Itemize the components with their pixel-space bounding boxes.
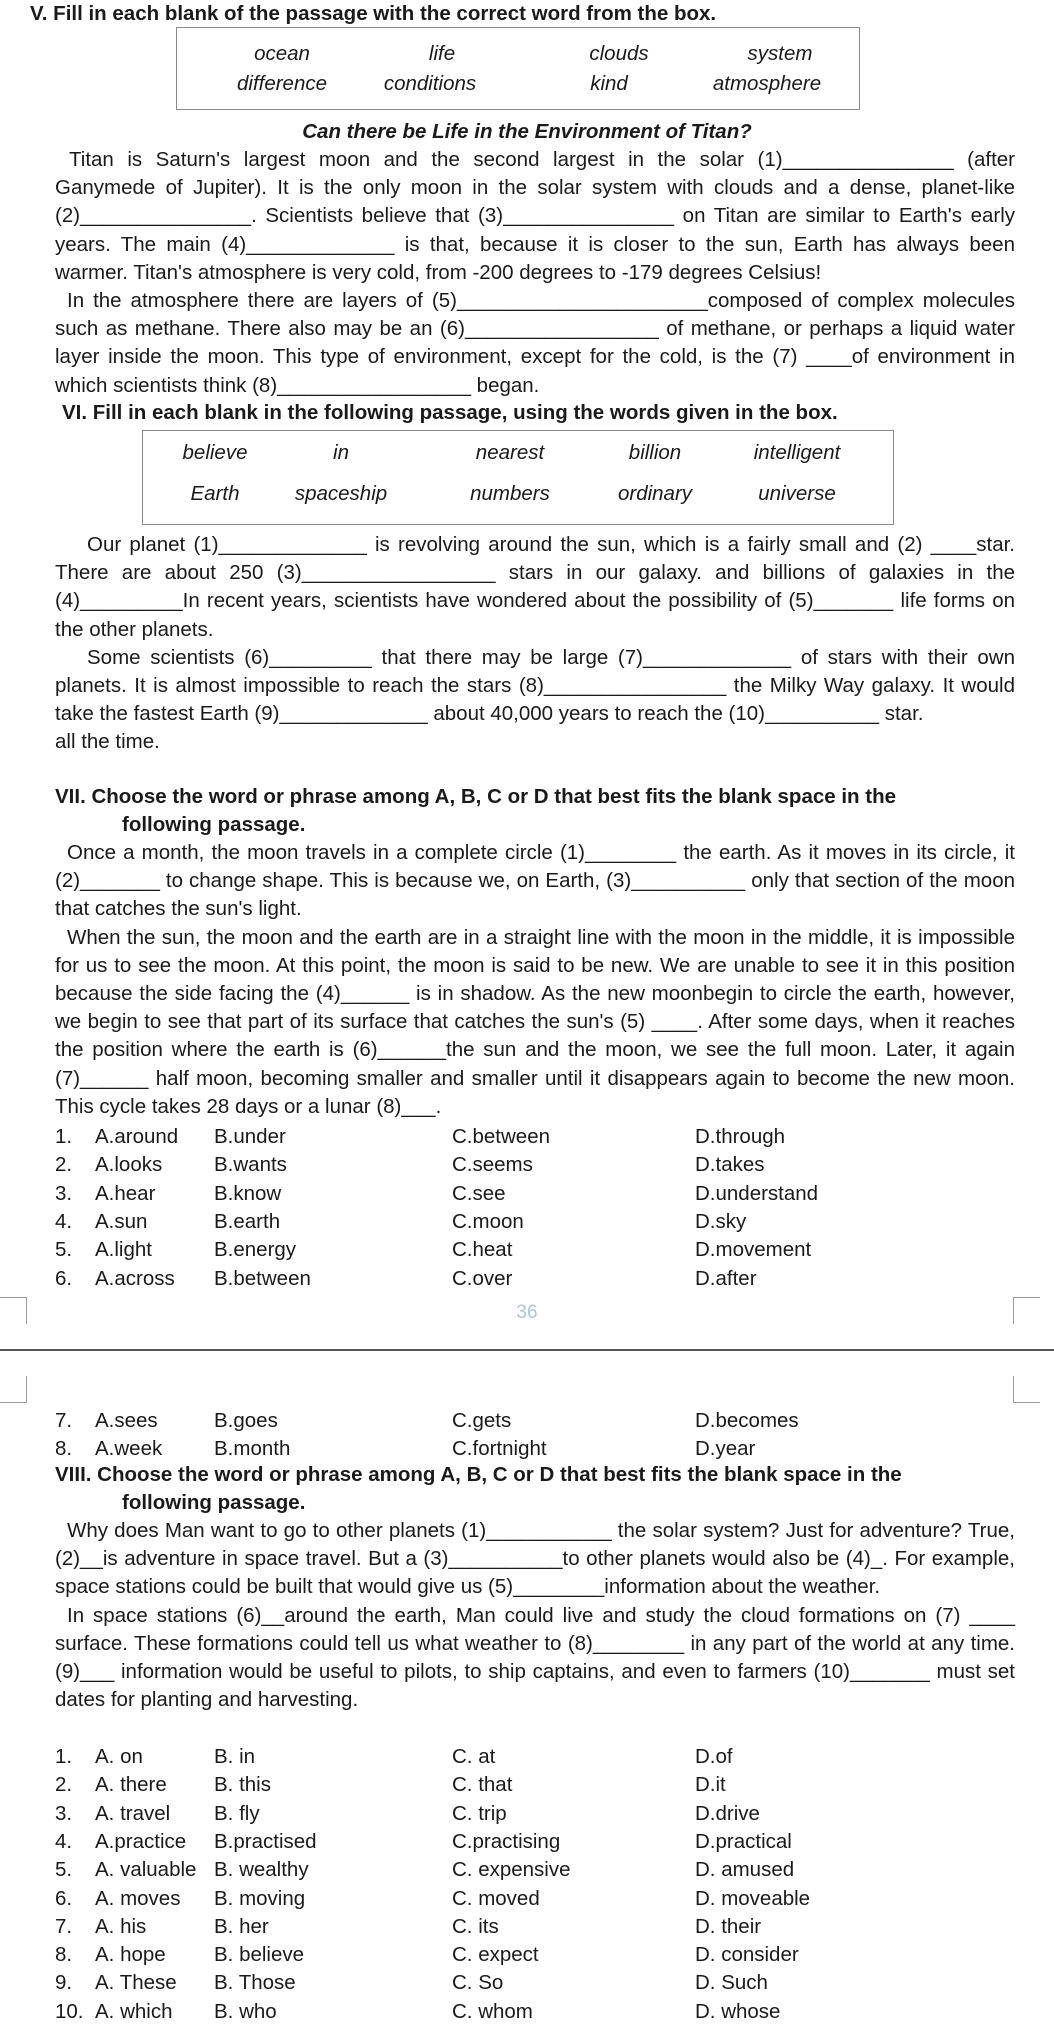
answer-option: A. These bbox=[95, 1971, 177, 1995]
section-vi-word-box bbox=[142, 430, 894, 525]
answer-option: B.practised bbox=[214, 1829, 317, 1853]
answer-option: D.of bbox=[695, 1745, 733, 1768]
answer-option: B.goes bbox=[214, 1409, 278, 1432]
answer-option: D.becomes bbox=[695, 1409, 799, 1432]
section-v-passage bbox=[55, 146, 1015, 400]
section-viii-passage bbox=[55, 1517, 1015, 1714]
answer-option: D.practical bbox=[695, 1829, 792, 1853]
answer-option: D.understand bbox=[695, 1181, 819, 1205]
word-box-item: numbers bbox=[470, 482, 550, 505]
page-separator bbox=[0, 1349, 1054, 1351]
answer-option: D. moveable bbox=[695, 1886, 811, 1910]
answer-option: C. expect bbox=[452, 1943, 539, 1967]
answer-option: D.year bbox=[695, 1437, 756, 1461]
answer-option: A. travel bbox=[95, 1801, 171, 1825]
answer-option: D. whose bbox=[695, 1999, 781, 2023]
question-number: 3. bbox=[55, 1801, 73, 1825]
answer-option: A.looks bbox=[95, 1153, 163, 1177]
paragraph: Some scientists (6)_________ that there may be large (7)_____________ of stars with their own planets. It is almost impossible to reach the stars (8)________________ the Milky Way galaxy. It would take the fastest Earth (9)_____________ about 40,000 years to reach the (10)__________ star. bbox=[55, 645, 1015, 726]
answer-option: D.sky bbox=[695, 1209, 747, 1233]
paragraph: Our planet (1)_____________ is revolving around the sun, which is a fairly small and (2) ____star. There are about 250 (3)_________________ stars in our galaxy. and billions of galaxies in the (4)_________In recent years, scientists have wondered about the possibility of (5)_______ life forms on the other planets. bbox=[55, 533, 1015, 641]
word-box-item: intelligent bbox=[753, 441, 841, 464]
page-corner-mark bbox=[1013, 1297, 1040, 1324]
question-number: 2. bbox=[55, 1773, 73, 1797]
question-number: 7. bbox=[55, 1914, 73, 1938]
answer-option: C.between bbox=[452, 1125, 551, 1148]
answer-option: C.see bbox=[452, 1181, 506, 1205]
answer-option: B. her bbox=[214, 1914, 269, 1938]
answer-option: A.sun bbox=[95, 1209, 148, 1233]
question-number: 4. bbox=[55, 1209, 73, 1233]
answer-option: A.around bbox=[95, 1125, 179, 1148]
answer-option: A. valuable bbox=[95, 1858, 197, 1882]
answer-option: D. Such bbox=[695, 1971, 768, 1995]
answer-option: A.week bbox=[95, 1437, 163, 1461]
word-box-item: difference bbox=[236, 72, 328, 95]
heading-line: following passage. bbox=[122, 813, 306, 836]
answer-option: C.seems bbox=[452, 1153, 533, 1177]
answer-option: B. wealthy bbox=[214, 1858, 309, 1882]
page-corner-mark bbox=[0, 1376, 27, 1403]
answer-option: D. amused bbox=[695, 1858, 795, 1882]
word-box-item: conditions bbox=[383, 72, 477, 95]
word-box-item: kind bbox=[590, 72, 628, 95]
answer-option: D.movement bbox=[695, 1238, 812, 1262]
answer-option: B.under bbox=[214, 1125, 286, 1148]
answer-option: A.practice bbox=[95, 1829, 187, 1853]
word-box-item: atmosphere bbox=[712, 72, 822, 95]
word-box-item: in bbox=[333, 441, 349, 464]
answer-option: A. on bbox=[95, 1745, 143, 1768]
answer-option: B. who bbox=[214, 1999, 277, 2023]
section-vi-passage bbox=[55, 531, 1015, 757]
paragraph: In space stations (6)__around the earth, Man could live and study the cloud formations on (7) ____ surface. These formations could tell us what weather to (8)________ in any part of the world at any time. (9)___ information would be useful to pilots, to ship captains, and even to farmers (10)_______ must set dates for planting and harvesting. bbox=[55, 1603, 1015, 1712]
answer-option: C.over bbox=[452, 1266, 513, 1290]
answer-option: C. its bbox=[452, 1914, 499, 1938]
section-vi-heading: VI. Fill in each blank in the following passage, using the words given in the box. bbox=[62, 401, 838, 424]
answer-option: B.earth bbox=[214, 1209, 281, 1233]
answer-option: A. his bbox=[95, 1914, 147, 1938]
answer-option: C.moon bbox=[452, 1209, 524, 1233]
answer-option: D.takes bbox=[695, 1153, 765, 1177]
answer-option: A. which bbox=[95, 1999, 173, 2023]
question-number: 9. bbox=[55, 1971, 73, 1995]
answer-option: B. believe bbox=[214, 1943, 305, 1967]
answer-option: B.between bbox=[214, 1266, 311, 1290]
answer-option: C. whom bbox=[452, 1999, 533, 2023]
word-box-item: Earth bbox=[190, 482, 240, 505]
answer-option: C.practising bbox=[452, 1829, 561, 1853]
heading-line: VIII. Choose the word or phrase among A, B, C or D that best fits the blank space in the bbox=[55, 1463, 902, 1486]
word-box-item: clouds bbox=[589, 42, 649, 65]
page-number: 36 bbox=[516, 1302, 538, 1323]
word-box-item: life bbox=[428, 42, 456, 65]
answer-option: C. that bbox=[452, 1773, 513, 1797]
answer-option: C. trip bbox=[452, 1801, 507, 1825]
answer-option: A. moves bbox=[95, 1886, 181, 1910]
paragraph: all the time. bbox=[55, 730, 160, 754]
word-box-item: billion bbox=[628, 441, 682, 464]
question-number: 5. bbox=[55, 1238, 73, 1262]
answer-option: C. at bbox=[452, 1745, 496, 1768]
page-corner-mark bbox=[1013, 1376, 1040, 1403]
answer-option: C.fortnight bbox=[452, 1437, 547, 1461]
question-number: 7. bbox=[55, 1409, 73, 1432]
answer-option: C. So bbox=[452, 1971, 504, 1995]
answer-option: B. in bbox=[214, 1745, 256, 1768]
answer-option: B.month bbox=[214, 1437, 291, 1461]
answer-option: A. there bbox=[95, 1773, 167, 1797]
question-number: 5. bbox=[55, 1858, 73, 1882]
answer-option: C. moved bbox=[452, 1886, 540, 1910]
answer-option: B.know bbox=[214, 1181, 282, 1205]
answer-option: D.drive bbox=[695, 1801, 760, 1825]
answer-option: C.gets bbox=[452, 1409, 512, 1432]
answer-option: A.sees bbox=[95, 1409, 158, 1432]
answer-option: C.heat bbox=[452, 1238, 513, 1262]
section-vii-heading bbox=[55, 783, 1015, 839]
answer-option: A.across bbox=[95, 1266, 175, 1290]
question-number: 8. bbox=[55, 1943, 73, 1967]
answer-option: B.energy bbox=[214, 1238, 297, 1262]
word-box-item: spaceship bbox=[294, 482, 388, 505]
word-box-item: nearest bbox=[475, 441, 545, 464]
question-number: 2. bbox=[55, 1153, 73, 1177]
question-number: 1. bbox=[55, 1745, 73, 1768]
word-box-item: ordinary bbox=[617, 482, 693, 505]
answer-option: B. Those bbox=[214, 1971, 296, 1995]
section-v-heading: V. Fill in each blank of the passage with the correct word from the box. bbox=[30, 2, 717, 25]
question-number: 10. bbox=[55, 1999, 84, 2023]
paragraph: Why does Man want to go to other planets (1)___________ the solar system? Just for adventure? True, (2)__is adventure in space travel. But a (3)__________to other planets would also be (4)_. For example, space stations could be built that would give us (5)________information about the weather. bbox=[55, 1519, 1015, 1599]
question-number: 1. bbox=[55, 1125, 73, 1148]
question-number: 6. bbox=[55, 1886, 73, 1910]
paragraph: In the atmosphere there are layers of (5)______________________composed of complex molecules such as methane. There also may be an (6)_________________ of methane, or perhaps a liquid water layer inside the moon. This type of environment, except for the cold, is the (7) ____of environment in which scientists think (8)_________________ began. bbox=[55, 289, 1015, 397]
question-number: 8. bbox=[55, 1437, 73, 1461]
answer-option: D.through bbox=[695, 1125, 786, 1148]
section-viii-heading bbox=[55, 1461, 1015, 1517]
heading-line: following passage. bbox=[122, 1491, 306, 1514]
word-box-item: believe bbox=[182, 441, 248, 464]
paragraph: Once a month, the moon travels in a complete circle (1)________ the earth. As it moves in its circle, it (2)_______ to change shape. This is because we, on Earth, (3)__________ only that section of the moon that catches the sun's light. bbox=[55, 841, 1015, 921]
answer-option: B. moving bbox=[214, 1886, 306, 1910]
word-box-item: ocean bbox=[254, 42, 310, 65]
answer-option: C. expensive bbox=[452, 1858, 571, 1882]
section-v-word-box bbox=[176, 27, 860, 110]
answer-option: D.it bbox=[695, 1773, 726, 1797]
answer-option: A.hear bbox=[95, 1181, 156, 1205]
section-vii-passage bbox=[55, 839, 1015, 1121]
answer-option: A.light bbox=[95, 1238, 152, 1262]
passage-title: Can there be Life in the Environment of Titan? bbox=[302, 120, 752, 143]
answer-option: D. consider bbox=[695, 1943, 799, 1967]
word-box-item: system bbox=[747, 42, 813, 65]
paragraph: Titan is Saturn's largest moon and the second largest in the solar (1)_______________ (after Ganymede of Jupiter). It is the only moon in the solar system with clouds and a dense, planet-like (2)_______________. Scientists believe that (3)_______________ on Titan are similar to Earth's early years. The main (4)_____________ is that, because it is closer to the sun, Earth has always been warmer. Titan's atmosphere is very cold, from -200 degrees to -179 degrees Celsius! bbox=[55, 148, 1015, 284]
question-number: 6. bbox=[55, 1266, 73, 1290]
page-corner-mark bbox=[0, 1297, 27, 1324]
answer-option: B. fly bbox=[214, 1801, 260, 1825]
paragraph: When the sun, the moon and the earth are in a straight line with the moon in the middle, it is impossible for us to see the moon. At this point, the moon is said to be new. We are unable to see it in this position because the side facing the (4)______ is in shadow. As the new moonbegin to circle the earth, however, we begin to see that part of its surface that catches the sun's (5) ____. After some days, when it reaches the position where the earth is (6)______the sun and the moon, we see the full moon. Later, it again (7)______ half moon, becoming smaller and smaller until it disappears again to become the new moon. This cycle takes 28 days or a lunar (8)___. bbox=[55, 925, 1015, 1118]
question-number: 3. bbox=[55, 1181, 73, 1205]
question-number: 4. bbox=[55, 1829, 73, 1853]
answer-option: B.wants bbox=[214, 1153, 287, 1177]
answer-option: A. hope bbox=[95, 1943, 166, 1967]
word-box-item: universe bbox=[758, 482, 836, 505]
heading-line: VII. Choose the word or phrase among A, B, C or D that best fits the blank space in the bbox=[55, 785, 897, 808]
answer-option: D. their bbox=[695, 1914, 762, 1938]
answer-option: D.after bbox=[695, 1266, 757, 1290]
answer-option: B. this bbox=[214, 1773, 271, 1797]
